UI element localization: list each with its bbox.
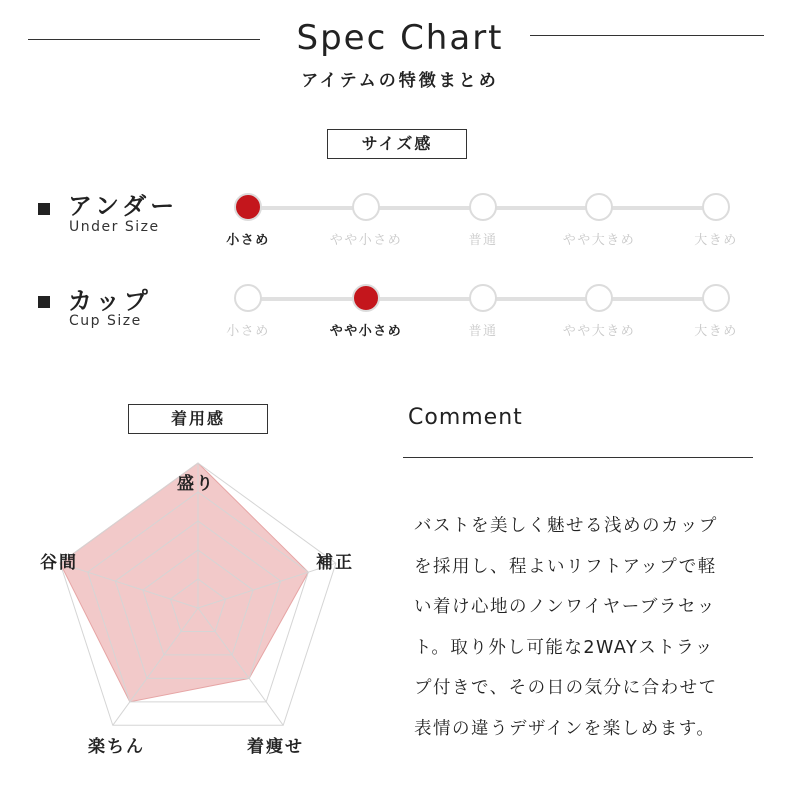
comment-title: Comment — [408, 405, 523, 430]
scale-dot — [702, 193, 730, 221]
comment-line: を採用し、程よいリフトアップで軽 — [414, 556, 717, 577]
radar-value-area — [60, 463, 308, 702]
radar-axis-label-top: 盛り — [177, 474, 215, 494]
scale-dot — [469, 284, 497, 312]
scale-option-label: 大きめ — [694, 233, 738, 248]
bullet-square-icon — [38, 203, 50, 215]
row-cup-title: カップ — [68, 287, 152, 315]
scale-option-label: 普通 — [468, 324, 498, 339]
page-title: Spec Chart — [296, 18, 504, 58]
fit-section-label: 着用感 — [128, 404, 268, 434]
scale-dot — [352, 193, 380, 221]
comment-line: バストを美しく魅せる浅めのカップ — [414, 516, 718, 536]
scale-dot — [702, 284, 730, 312]
radar-axis-label-bottom-left: 楽ちん — [88, 737, 145, 757]
row-cup-subtitle: Cup Size — [69, 313, 142, 329]
comment-line: ト。取り外し可能な2WAYストラッ — [414, 637, 714, 658]
radar-axis-label-left: 谷間 — [40, 553, 78, 573]
row-under-subtitle: Under Size — [69, 219, 160, 235]
scale-dot — [469, 193, 497, 221]
page-subtitle: アイテムの特徴まとめ — [301, 71, 499, 91]
scale-dot — [234, 284, 262, 312]
row-under-title: アンダー — [68, 192, 179, 220]
radar-axis-label-bottom-right: 着痩せ — [247, 737, 304, 757]
scale-option-label: 普通 — [468, 233, 498, 248]
comment-line: プ付きで、その日の気分に合わせて — [414, 678, 718, 698]
scale-dot — [585, 284, 613, 312]
scale-dot — [585, 193, 613, 221]
scale-dot — [234, 193, 262, 221]
scale-dot — [352, 284, 380, 312]
scale-option-label: やや大きめ — [562, 233, 636, 248]
scale-option-label: やや小さめ — [329, 324, 403, 339]
scale-option-label: 小さめ — [226, 324, 270, 339]
radar-axis-label-right: 補正 — [316, 553, 354, 573]
scale-option-label: やや小さめ — [329, 233, 403, 248]
size-section-label: サイズ感 — [327, 129, 467, 159]
scale-option-label: 小さめ — [226, 233, 270, 248]
scale-option-label: やや大きめ — [562, 324, 636, 339]
scale-option-label: 大きめ — [694, 324, 738, 339]
comment-rule — [403, 457, 753, 458]
comment-line: い着け心地のノンワイヤーブラセッ — [414, 597, 716, 617]
bullet-square-icon — [38, 296, 50, 308]
comment-line: 表情の違うデザインを楽しめます。 — [414, 718, 716, 739]
comment-body — [414, 506, 764, 749]
